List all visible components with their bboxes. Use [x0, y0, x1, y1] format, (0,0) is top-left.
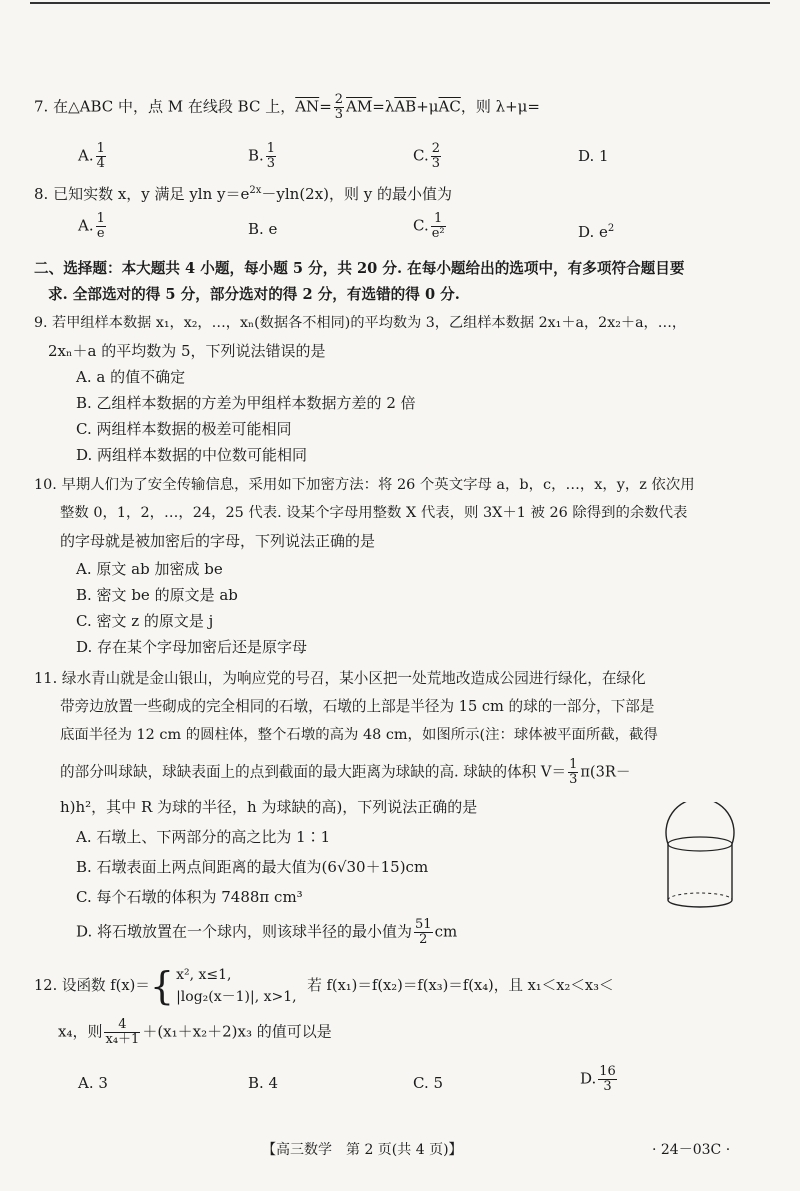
text-q8-exp: 2x — [249, 185, 262, 196]
page-footer: 【高三数学 第 2 页(共 4 页)】 — [262, 1142, 463, 1158]
text-q8-options-a-label: A. — [78, 216, 94, 235]
text-q8-options-c-num: 1 — [431, 212, 446, 227]
fraction — [598, 1065, 617, 1094]
text-q11-line4b: π(3R－ — [580, 763, 631, 781]
q11-line1: 11. 绿水青山就是金山银山，为响应党的号召，某小区把一处荒地改造成公园进行绿化，在绿化 — [34, 670, 646, 687]
text-q11-d-den: 2 — [419, 932, 428, 947]
cylinder-bottom-front — [668, 900, 732, 907]
q11-line3: 底面半径为 12 cm 的圆柱体，整个石墩的高为 48 cm，如图所示(注：球体被平面所截，截得 — [60, 727, 658, 743]
text-q12-case2: |log₂(x－1)|, x>1, — [176, 989, 297, 1005]
text-q12-d-num: 16 — [599, 1064, 616, 1079]
sphere-cap-outline — [666, 802, 734, 844]
text-q8-options-a-den: e — [96, 226, 105, 241]
q9-option-c: C. 两组样本数据的极差可能相同 — [76, 420, 292, 438]
text-q7-frac-den: 3 — [334, 107, 344, 122]
q9-option-d: D. 两组样本数据的中位数可能相同 — [76, 446, 308, 464]
q7-option-b — [248, 142, 278, 171]
text-q8-options-d-sup: 2 — [607, 223, 615, 234]
text-q12-line2b: ＋(x₁＋x₂＋2)x₃ 的值可以是 — [142, 1022, 332, 1041]
text-q7-options-a-den: 4 — [96, 156, 105, 171]
text-q12-lead: 12. 设函数 f(x)＝ — [34, 977, 150, 994]
cylinder-bottom-back — [668, 893, 732, 900]
text-q12-l2-den: x₄＋1 — [105, 1032, 140, 1047]
q10-line2: 整数 0，1，2，…，24，25 代表. 设某个字母用整数 X 代表，则 3X＋1 被 26 除得到的余数代表 — [60, 505, 688, 521]
fraction — [431, 212, 446, 241]
q7-option-c — [413, 142, 443, 171]
q10-option-c: C. 密文 z 的原文是 j — [76, 612, 214, 630]
q11-line5: h)h²，其中 R 为球的半径，h 为球缺的高)，下列说法正确的是 — [60, 798, 478, 816]
q12-line2 — [58, 1018, 332, 1047]
top-border — [30, 2, 770, 4]
q8-option-d — [578, 218, 614, 243]
text-q7-options-b-label: B. — [248, 146, 264, 165]
q8-stem — [34, 180, 452, 205]
text-q12-l2-num: 4 — [104, 1018, 140, 1033]
text-q11-line4a: 的部分叫球缺，球缺表面上的点到截面的最大距离为球缺的高. 球缺的体积 V＝ — [60, 763, 567, 781]
text-q7-stem-a: 7. 在△ABC 中，点 M 在线段 BC 上， — [34, 97, 296, 116]
text-q7-options-c-label: C. — [413, 146, 429, 165]
q12-option-a: A. 3 — [78, 1074, 108, 1092]
text-q8-options-c-label: C. — [413, 216, 429, 235]
q11-option-d — [76, 918, 457, 947]
q10-option-d: D. 存在某个字母加密后还是原字母 — [76, 638, 308, 656]
text-q12-d-den: 3 — [603, 1079, 612, 1094]
fraction — [568, 758, 578, 787]
text-q7-vec-ac: $\overline{AC}$ — [438, 97, 461, 116]
q10-line3: 的字母就是被加密后的字母，下列说法正确的是 — [60, 532, 376, 550]
q12-option-c: C. 5 — [413, 1074, 444, 1092]
section2-line1: 二、选择题：本大题共 4 小题，每小题 5 分，共 20 分. 在每小题给出的选项中，有多项符合题目要 — [34, 260, 685, 277]
fraction — [266, 142, 276, 171]
q9-line1: 9. 若甲组样本数据 x₁，x₂，…，xₙ(数据各不相同)的平均数为 3，乙组样本数据 2x₁＋a，2x₂＋a，…， — [34, 315, 687, 331]
text-q7-options-a-label: A. — [78, 146, 94, 165]
q7-option-a — [78, 142, 108, 171]
text-q7-vec-ab: $\overline{AB}$ — [394, 97, 417, 116]
text-q7-options-c-den: 3 — [431, 156, 440, 171]
text-q7-frac-num: 2 — [334, 92, 344, 107]
q12-line1: 12. 设函数 f(x)＝{ x², x≤1, |log₂(x－1)|, x>1, 若 f(x₁)＝f(x₂)＝f(x₃)＝f(x₄)，且 x₁＜x₂＜x₃＜ — [34, 964, 614, 1008]
text-q11-d-b: cm — [434, 922, 458, 941]
q8-option-b: B. e — [248, 220, 278, 238]
fraction — [96, 212, 106, 241]
text-q7-options-c-num: 2 — [431, 141, 440, 156]
text-q7-options-a-num: 1 — [96, 141, 105, 156]
q7-option-d: D. 1 — [578, 147, 609, 165]
q9-option-a: A. a 的值不确定 — [76, 368, 186, 386]
fraction — [104, 1018, 140, 1047]
text-q11-line4-den: 3 — [569, 772, 578, 787]
q11-line4 — [60, 758, 631, 787]
text-q8-stem: 8. 已知实数 x，y 满足 yln y＝e — [34, 185, 250, 203]
text-q7-eq2: =λ — [372, 97, 395, 116]
q9-line2: 2xₙ＋a 的平均数为 5，下列说法错误的是 — [48, 342, 326, 360]
text-q11-d-num: 51 — [415, 917, 432, 932]
text-q8-options-d-label: D. e — [578, 223, 608, 241]
section2-line2: 求. 全部选对的得 5 分，部分选对的得 2 分，有选错的得 0 分. — [48, 286, 460, 303]
text-q11-d-a: D. 将石墩放置在一个球内，则该球半径的最小值为 — [76, 922, 413, 941]
fraction — [414, 918, 433, 947]
q8-option-a — [78, 212, 108, 241]
q10-line1: 10. 早期人们为了安全传输信息，采用如下加密方法：将 26 个英文字母 a，b，c，…，x，y，z 依次用 — [34, 477, 695, 493]
q12-option-b: B. 4 — [248, 1074, 279, 1092]
q11-line2: 带旁边放置一些砌成的完全相同的石墩，石墩的上部是半径为 15 cm 的球的一部分，下部是 — [60, 698, 655, 715]
q11-option-c: C. 每个石墩的体积为 7488π cm³ — [76, 888, 303, 906]
q11-option-b: B. 石墩表面上两点间距离的最大值为(6√30＋15)cm — [76, 858, 429, 876]
fraction — [334, 93, 344, 122]
text-q12-line2a: x₄，则 — [58, 1022, 103, 1041]
q7-stem — [34, 93, 540, 122]
q10-option-a: A. 原文 ab 加密成 be — [76, 560, 223, 578]
text-q7-plus-mu: +μ — [416, 97, 439, 116]
q8-option-c — [413, 212, 448, 241]
text-q11-line4-num: 1 — [569, 757, 578, 772]
q11-option-a: A. 石墩上、下两部分的高之比为 1∶1 — [76, 828, 331, 846]
q10-option-b: B. 密文 be 的原文是 ab — [76, 586, 238, 604]
q12-option-d — [580, 1065, 619, 1094]
text-q7-options-b-den: 3 — [266, 156, 276, 171]
text-q8-stem-tail: －yln(2x)，则 y 的最小值为 — [261, 185, 453, 203]
fraction — [96, 142, 106, 171]
text-q12-mid: 若 f(x₁)＝f(x₂)＝f(x₃)＝f(x₄)，且 x₁＜x₂＜x₃＜ — [307, 977, 614, 994]
text-q8-options-c-den: e² — [431, 226, 445, 241]
stone-pier-figure — [650, 802, 750, 912]
fraction — [431, 142, 441, 171]
text-q7-stem-b: ，则 λ+μ= — [460, 97, 540, 116]
text-q7-vec-am: $\overline{AM}$ — [346, 97, 373, 116]
text-q7-options-b-num: 1 — [266, 141, 276, 156]
cylinder-top-ellipse — [668, 837, 732, 851]
exam-code: · 24－03C · — [652, 1142, 731, 1158]
q9-option-b: B. 乙组样本数据的方差为甲组样本数据方差的 2 倍 — [76, 394, 416, 412]
text-q7-eq1: = — [319, 97, 332, 116]
text-q12-d-label: D. — [580, 1069, 597, 1088]
text-q7-vec-an: $\overline{AN}$ — [295, 97, 320, 116]
text-q8-options-a-num: 1 — [96, 211, 105, 226]
text-q12-case1: x², x≤1, — [176, 967, 232, 983]
